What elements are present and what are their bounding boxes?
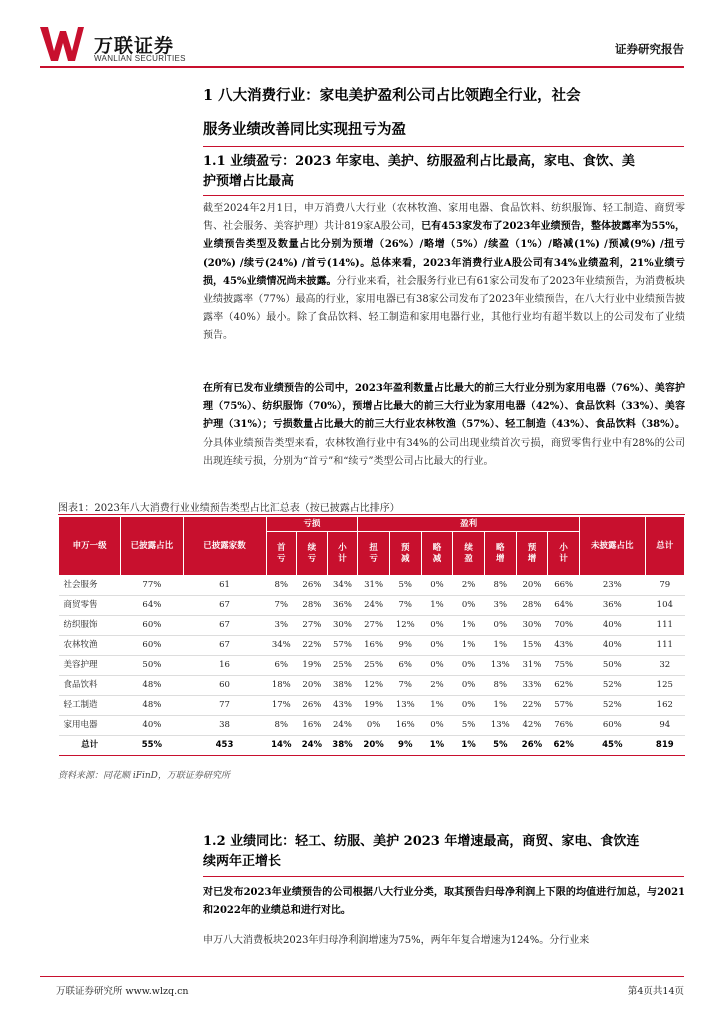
- para2-text-bold: 在所有已发布业绩预告的公司中，2023年盈利数量占比最大的前三大行业分别为家用电器（76%）、美容护理（75%）、纺织服饰（70%），预增占比最大的前三大行业为家用电器（42%）、食品饮料（33%）、美容护理（31%）；亏损数量占比最大的前三大行业农林牧渔（57%）、轻工制造（43%）、食品饮料（38%）。: [203, 383, 685, 431]
- cell: 1%: [484, 696, 516, 716]
- cell: 8%: [484, 676, 516, 696]
- cell: 16%: [297, 716, 328, 736]
- cell: 24%: [297, 736, 328, 756]
- cell: 26%: [516, 736, 548, 756]
- cell: 1%: [453, 736, 485, 756]
- cell: 1%: [453, 636, 485, 656]
- cell: 43%: [327, 696, 358, 716]
- table-row: [59, 596, 685, 616]
- cell: 57%: [327, 636, 358, 656]
- cell: 33%: [516, 676, 548, 696]
- cell: 31%: [358, 576, 390, 596]
- cell: 6%: [389, 656, 421, 676]
- cell: 20%: [297, 676, 328, 696]
- th-industry: 申万一级: [59, 517, 121, 576]
- wanlian-logo-icon: [40, 27, 84, 61]
- cell: 79: [645, 576, 684, 596]
- cell: 66%: [548, 576, 580, 596]
- cell: 1%: [421, 596, 453, 616]
- th-undisclosed-ratio: 未披露占比: [580, 517, 646, 576]
- th-turnaround: 扭亏: [358, 532, 390, 576]
- cell: 19%: [297, 656, 328, 676]
- cell: 5%: [453, 716, 485, 736]
- cell: 24%: [327, 716, 358, 736]
- cell: 40%: [580, 616, 646, 636]
- cell: 13%: [484, 656, 516, 676]
- cell-industry: 家用电器: [59, 716, 121, 736]
- para2-text: 分具体业绩预告类型来看，农林牧渔行业中有34%的公司出现业绩首次亏损，商贸零售行业中有28%的公司出现连续亏损，分别为“首亏”和“续亏”类型公司占比最大的行业。: [203, 437, 685, 467]
- table-caption: 图表1：2023年八大消费行业业绩预告类型占比汇总表（按已披露占比排序）: [58, 503, 400, 514]
- cell: 38%: [327, 736, 358, 756]
- report-type-label: 证券研究报告: [615, 42, 684, 56]
- cell: 2%: [421, 676, 453, 696]
- table-row: [59, 656, 685, 676]
- section-1-2-underline: [203, 876, 684, 877]
- cell: 24%: [358, 596, 390, 616]
- cell: 22%: [297, 636, 328, 656]
- table-row: [59, 616, 685, 636]
- cell: 7%: [389, 596, 421, 616]
- cell: 7%: [389, 676, 421, 696]
- cell: 76%: [548, 716, 580, 736]
- section-1-1-underline: [203, 195, 684, 196]
- th-disclosed-count: 已披露家数: [183, 517, 266, 576]
- cell: 104: [645, 596, 684, 616]
- cell: 111: [645, 616, 684, 636]
- cell: 38%: [327, 676, 358, 696]
- table-row: [59, 676, 685, 696]
- cell: 57%: [548, 696, 580, 716]
- table-row: [59, 576, 685, 596]
- cell-industry: 社会服务: [59, 576, 121, 596]
- cell: 48%: [121, 696, 183, 716]
- cell-total-label: 总计: [59, 736, 121, 756]
- cell-industry: 轻工制造: [59, 696, 121, 716]
- cell: 7%: [266, 596, 297, 616]
- cell: 60%: [121, 616, 183, 636]
- cell: 50%: [121, 656, 183, 676]
- cell: 17%: [266, 696, 297, 716]
- section-1-2-heading-line2: 续两年正增长: [203, 854, 282, 869]
- table-body: [59, 576, 685, 756]
- cell: 1%: [453, 616, 485, 636]
- cell: 8%: [484, 576, 516, 596]
- footer-publisher: 万联证券研究所 www.wlzq.cn: [56, 986, 189, 997]
- para1-text-bold: 已有453家发布了2023年业绩预告，整体披露率为55%，业绩预告类型及数量占比分别为预增（26%）/略增（5%）/续盈（1%）/略减(1%) /预减(9%) /扭亏(20%) /续亏(24%) /首亏(14%)。总体来看，2023年消费行业A股公司有34%业绩盈利，21%业绩亏损，45%业绩情况尚未披露。: [203, 221, 685, 287]
- cell: 67: [183, 636, 266, 656]
- cell: 45%: [580, 736, 646, 756]
- cell: 67: [183, 616, 266, 636]
- page-number: 第4页共14页: [627, 986, 684, 997]
- cell: 125: [645, 676, 684, 696]
- performance-table: [58, 516, 685, 756]
- cell: 28%: [516, 596, 548, 616]
- cell: 8%: [266, 576, 297, 596]
- cell: 30%: [327, 616, 358, 636]
- th-group-loss: 亏损: [266, 517, 358, 532]
- cell: 22%: [516, 696, 548, 716]
- cell: 61: [183, 576, 266, 596]
- cell: 48%: [121, 676, 183, 696]
- cell: 70%: [548, 616, 580, 636]
- cell: 0%: [421, 636, 453, 656]
- cell: 42%: [516, 716, 548, 736]
- th-slight-increase: 略增: [484, 532, 516, 576]
- cell: 25%: [327, 656, 358, 676]
- cell: 20%: [516, 576, 548, 596]
- th-pre-increase: 预增: [516, 532, 548, 576]
- cell: 0%: [421, 616, 453, 636]
- cell: 6%: [266, 656, 297, 676]
- cell: 9%: [389, 736, 421, 756]
- cell: 1%: [421, 696, 453, 716]
- cell: 8%: [266, 716, 297, 736]
- cell: 38: [183, 716, 266, 736]
- cell-industry: 农林牧渔: [59, 636, 121, 656]
- section-1-2-heading-line1: 1.2 业绩同比：轻工、纺服、美护 2023 年增速最高，商贸、家电、食饮连: [203, 834, 640, 849]
- cell: 75%: [548, 656, 580, 676]
- th-first-loss: 首亏: [266, 532, 297, 576]
- cell: 819: [645, 736, 684, 756]
- cell: 162: [645, 696, 684, 716]
- section-1-2-paragraph-1: [203, 884, 685, 920]
- table-row: [59, 696, 685, 716]
- cell: 27%: [297, 616, 328, 636]
- table-row: [59, 636, 685, 656]
- table-top-rule: [58, 514, 685, 515]
- cell: 64%: [121, 596, 183, 616]
- section-1-heading-line1: 1 八大消费行业：家电美护盈利公司占比领跑全行业，社会: [203, 87, 581, 104]
- para1-text-a: 截至2024年2月1日，申万消费八大行业（农林牧渔、家用电器、食品饮料、纺织服饰、轻工制造、商贸零售、社会服务、美容护理）共计819家A股公司，: [203, 203, 685, 233]
- cell: 9%: [389, 636, 421, 656]
- para1-text-b: 分行业来看，社会服务行业已有61家公司发布了2023年业绩预告，为消费板块业绩披露率（77%）最高的行业，家用电器已有38家公司发布了2023年业绩预告，在八大行业中业绩预告披露率（40%）最小。除了食品饮料、轻工制造和家用电器行业，其他行业均有超半数以上的公司发布了业绩预告。: [203, 275, 685, 342]
- cell: 27%: [358, 616, 390, 636]
- cell-industry: 商贸零售: [59, 596, 121, 616]
- cell: 23%: [580, 576, 646, 596]
- cell: 20%: [358, 736, 390, 756]
- footer-divider: [40, 976, 684, 977]
- cell: 28%: [297, 596, 328, 616]
- th-pre-decrease: 预减: [389, 532, 421, 576]
- cell: 30%: [516, 616, 548, 636]
- cell: 16%: [358, 636, 390, 656]
- cell: 26%: [297, 576, 328, 596]
- cell: 15%: [516, 636, 548, 656]
- logo-text-en: WANLIAN SECURITIES: [94, 54, 186, 63]
- cell: 60%: [580, 716, 646, 736]
- table-total-row: [59, 736, 685, 756]
- cell: 0%: [453, 696, 485, 716]
- th-loss-subtotal: 小计: [327, 532, 358, 576]
- table-row: [59, 716, 685, 736]
- section-1-1-heading-line1: 1.1 业绩盈亏：2023 年家电、美护、纺服盈利占比最高，家电、食饮、美: [203, 154, 635, 169]
- cell: 5%: [389, 576, 421, 596]
- cell: 34%: [266, 636, 297, 656]
- cell: 40%: [580, 636, 646, 656]
- cell: 77%: [121, 576, 183, 596]
- cell: 0%: [453, 656, 485, 676]
- cell: 0%: [358, 716, 390, 736]
- cell: 3%: [484, 596, 516, 616]
- cell: 0%: [421, 656, 453, 676]
- cell: 111: [645, 636, 684, 656]
- cell: 55%: [121, 736, 183, 756]
- th-slight-decrease: 略减: [421, 532, 453, 576]
- th-continued-loss: 续亏: [297, 532, 328, 576]
- section-1-underline: [203, 146, 684, 147]
- cell: 2%: [453, 576, 485, 596]
- cell: 0%: [484, 616, 516, 636]
- cell: 5%: [484, 736, 516, 756]
- section-1-2-para1-bold: 对已发布2023年业绩预告的公司根据八大行业分类，取其预告归母净利润上下限的均值进行加总，与2021和2022年的业绩总和进行对比。: [203, 887, 685, 917]
- cell: 0%: [421, 576, 453, 596]
- cell: 25%: [358, 656, 390, 676]
- cell: 0%: [453, 676, 485, 696]
- table-source: 资料来源：同花顺 iFinD，万联证券研究所: [58, 771, 230, 781]
- cell: 32: [645, 656, 684, 676]
- cell: 34%: [327, 576, 358, 596]
- cell: 36%: [580, 596, 646, 616]
- th-profit-subtotal: 小计: [548, 532, 580, 576]
- cell: 60%: [121, 636, 183, 656]
- section-1-1-paragraph-1: [203, 200, 685, 346]
- cell: 67: [183, 596, 266, 616]
- cell: 50%: [580, 656, 646, 676]
- cell: 43%: [548, 636, 580, 656]
- cell: 0%: [421, 716, 453, 736]
- cell: 60: [183, 676, 266, 696]
- section-1-1-heading-line2: 护预增占比最高: [203, 174, 295, 189]
- cell: 64%: [548, 596, 580, 616]
- cell: 52%: [580, 696, 646, 716]
- cell: 3%: [266, 616, 297, 636]
- cell: 36%: [327, 596, 358, 616]
- section-1-1-paragraph-2: [203, 380, 685, 471]
- th-total: 总计: [645, 517, 684, 576]
- cell: 13%: [389, 696, 421, 716]
- cell: 16%: [389, 716, 421, 736]
- cell: 31%: [516, 656, 548, 676]
- logo-text-cn: 万联证券: [94, 35, 175, 57]
- cell-industry: 食品饮料: [59, 676, 121, 696]
- cell: 62%: [548, 736, 580, 756]
- cell: 19%: [358, 696, 390, 716]
- th-group-profit: 盈利: [358, 517, 580, 532]
- cell: 62%: [548, 676, 580, 696]
- cell-industry: 纺织服饰: [59, 616, 121, 636]
- section-1-2-paragraph-2: 申万八大消费板块2023年归母净利润增速为75%，两年年复合增速为124%。分行业来: [203, 935, 590, 946]
- cell: 94: [645, 716, 684, 736]
- cell: 1%: [484, 636, 516, 656]
- cell: 26%: [297, 696, 328, 716]
- cell: 77: [183, 696, 266, 716]
- cell: 16: [183, 656, 266, 676]
- th-disclosed-ratio: 已披露占比: [121, 517, 183, 576]
- th-continued-profit: 续盈: [453, 532, 485, 576]
- cell-industry: 美容护理: [59, 656, 121, 676]
- cell: 13%: [484, 716, 516, 736]
- cell: 52%: [580, 676, 646, 696]
- cell: 12%: [358, 676, 390, 696]
- cell: 14%: [266, 736, 297, 756]
- cell: 40%: [121, 716, 183, 736]
- cell: 18%: [266, 676, 297, 696]
- cell: 0%: [453, 596, 485, 616]
- cell: 1%: [421, 736, 453, 756]
- cell: 12%: [389, 616, 421, 636]
- cell: 453: [183, 736, 266, 756]
- header-divider: [40, 66, 684, 68]
- section-1-heading-line2: 服务业绩改善同比实现扭亏为盈: [203, 121, 406, 138]
